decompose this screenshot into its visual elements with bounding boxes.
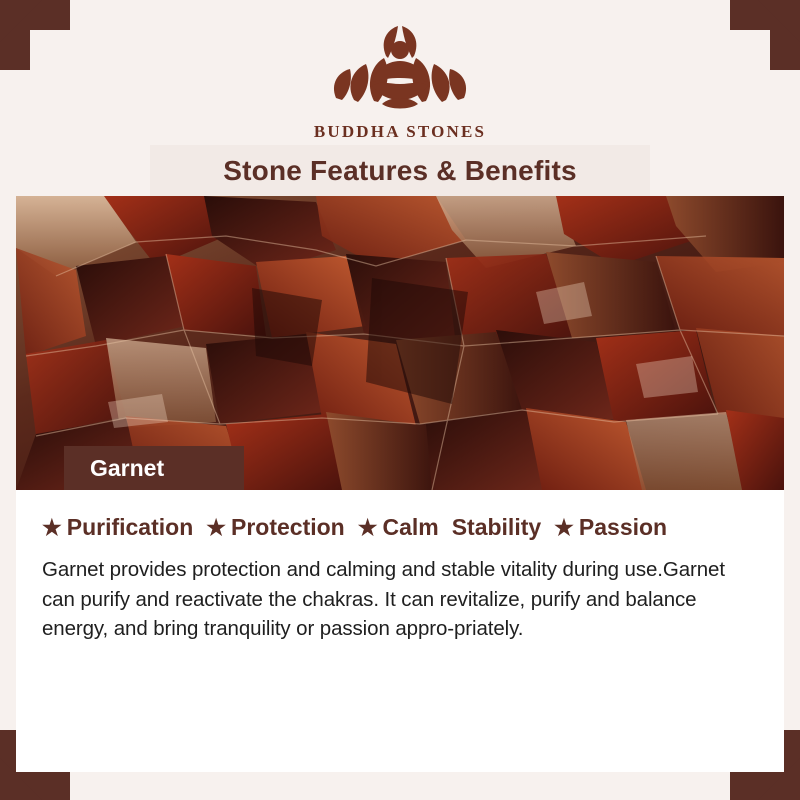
keyword-label: Passion	[578, 514, 668, 540]
star-icon: ★	[357, 514, 378, 540]
benefits-card	[16, 490, 784, 772]
star-icon: ★	[42, 514, 62, 540]
star-icon: ★	[206, 514, 226, 540]
keyword-label: Purification	[66, 514, 194, 540]
brand-logo	[0, 22, 800, 142]
star-icon: ★	[554, 514, 574, 540]
keyword-item	[452, 514, 541, 541]
keyword-item	[554, 514, 667, 541]
keyword-label: Stability	[451, 514, 542, 540]
keyword-label: Calm	[382, 514, 439, 540]
benefits-description: Garnet provides protection and calming and stable vitality during use.Garnet can purify and reactivate the chakras. It can revitalize, purify and balance energy, and bring tranquility or passion appro-priately.	[42, 558, 725, 641]
stone-name-tab	[64, 446, 244, 490]
keyword-list	[42, 514, 758, 541]
page-title: Stone Features & Benefits	[223, 155, 577, 186]
keyword-item	[358, 514, 439, 541]
title-banner	[150, 145, 650, 197]
keyword-item	[206, 514, 344, 541]
keyword-item	[42, 514, 193, 541]
keyword-label: Protection	[230, 514, 345, 540]
lotus-meditation-figure-icon	[320, 22, 480, 118]
brand-name: BUDDHA STONES	[313, 122, 487, 141]
stone-name: Garnet	[90, 454, 165, 481]
